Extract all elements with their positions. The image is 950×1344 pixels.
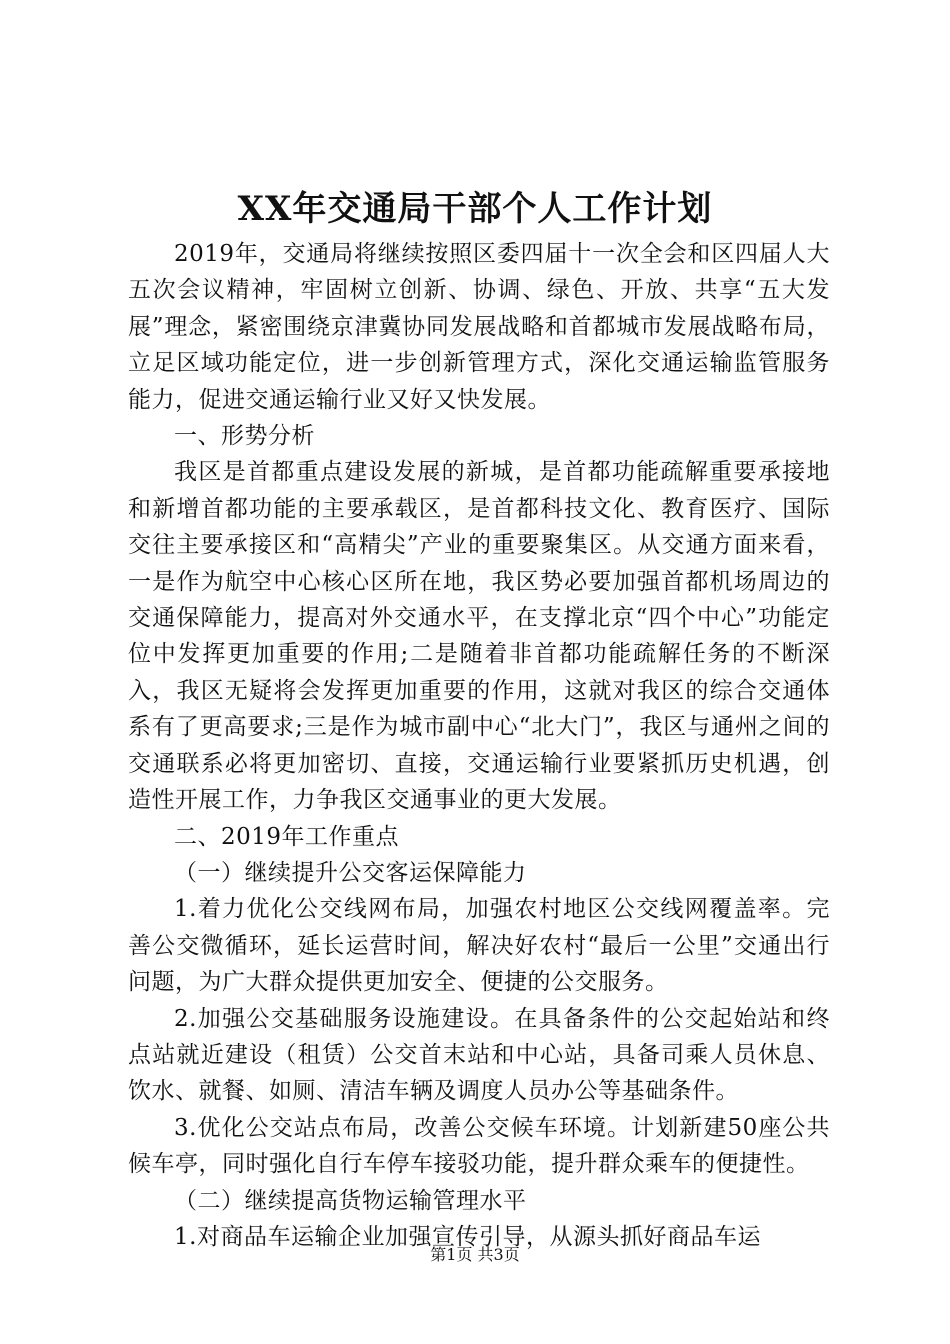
document-title: XX年交通局干部个人工作计划 xyxy=(237,189,713,229)
subsection-heading: （二）继续提高货物运输管理水平 xyxy=(174,1187,527,1214)
section-heading: 二、2019年工作重点 xyxy=(174,823,400,850)
body-paragraph: 1.着力优化公交线网布局，加强农村地区公交线网覆盖率。完善公交微循环，延长运营时间，解决好农村“最后一公里”交通出行问题，为广大群众提供更加安全、便捷的公交服务。 xyxy=(128,896,830,996)
section-heading: 一、形势分析 xyxy=(174,423,315,450)
body-paragraph: 2.加强公交基础服务设施建设。在具备条件的公交起始站和终点站就近建设（租赁）公交首末站和中心站，具备司乘人员休息、饮水、就餐、如厕、清洁车辆及调度人员办公等基础条件。 xyxy=(128,1005,830,1105)
document-body xyxy=(128,236,830,1255)
body-paragraph: 1.对商品车运输企业加强宣传引导，从源头抓好商品车运 xyxy=(174,1223,761,1250)
intro-paragraph: 2019年，交通局将继续按照区委四届十一次全会和区四届人大五次会议精神，牢固树立创新、协调、绿色、开放、共享“五大发展”理念，紧密围绕京津冀协同发展战略和首都城市发展战略布局，立足区域功能定位，进一步创新管理方式，深化交通运输监管服务能力，促进交通运输行业又好又快发展。 xyxy=(128,241,830,413)
page-footer: 第1页 共3页 xyxy=(430,1245,520,1264)
body-paragraph: 3.优化公交站点布局，改善公交候车环境。计划新建50座公共候车亭，同时强化自行车停车接驳功能，提升群众乘车的便捷性。 xyxy=(128,1114,830,1178)
subsection-heading: （一）继续提升公交客运保障能力 xyxy=(174,859,527,886)
body-paragraph: 我区是首都重点建设发展的新城，是首都功能疏解重要承接地和新增首都功能的主要承载区，是首都科技文化、教育医疗、国际交往主要承接区和“高精尖”产业的重要聚集区。从交通方面来看，一是作为航空中心核心区所在地，我区势必要加强首都机场周边的交通保障能力，提高对外交通水平，在支撑北京“四个中心”功能定位中发挥更加重要的作用;二是随着非首都功能疏解任务的不断深入，我区无疑将会发挥更加重要的作用，这就对我区的综合交通体系有了更高要求;三是作为城市副中心“北大门”，我区与通州之间的交通联系必将更加密切、直接，交通运输行业要紧抓历史机遇，创造性开展工作，力争我区交通事业的更大发展。 xyxy=(128,459,830,814)
